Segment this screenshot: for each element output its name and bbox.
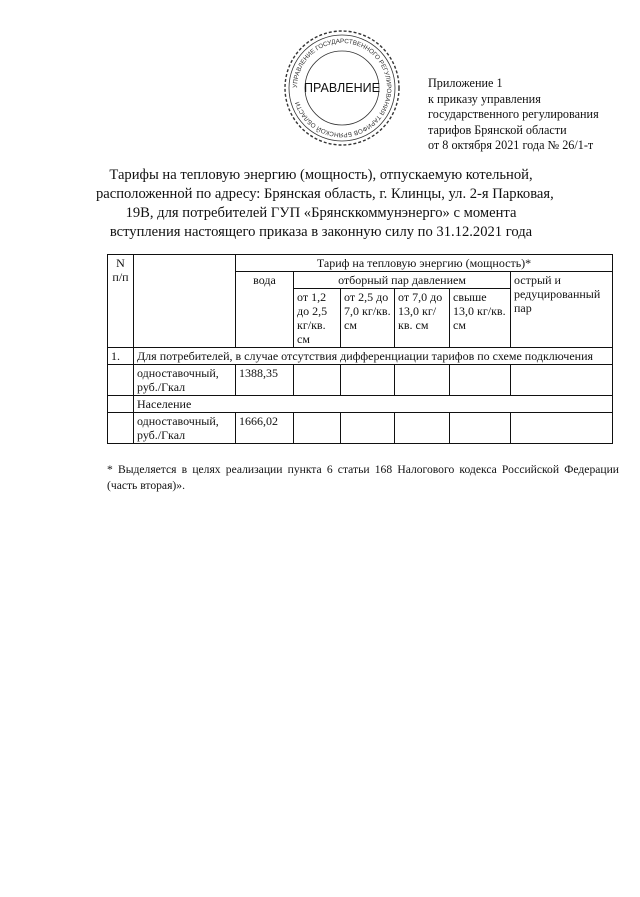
empty-cell — [450, 365, 511, 396]
title-line: 19В, для потребителей ГУП «Брянсккоммунэнерго» с момента — [125, 205, 517, 221]
empty-cell — [341, 413, 395, 444]
header-blank — [134, 255, 236, 348]
row-description: Для потребителей, в случае отсутствия дифференциации тарифов по схеме подключения — [134, 348, 613, 365]
empty-cell — [108, 413, 134, 444]
row-number: 1. — [108, 348, 134, 365]
title-line: вступления настоящего приказа в законную силу по 31.12.2021 года — [109, 224, 533, 240]
empty-cell — [395, 413, 450, 444]
empty-cell — [108, 396, 134, 413]
appendix-line: к приказу управления — [428, 91, 541, 106]
appendix-line: тарифов Брянской области — [428, 122, 567, 137]
header-sharp-steam: острый и редуцированный пар — [511, 272, 613, 348]
header-steam: отборный пар давлением — [294, 272, 511, 289]
empty-cell — [294, 413, 341, 444]
footnote: * Выделяется в целях реализации пункта 6 статьи 168 Налогового кодекса Российской Федерации (часть вторая)». — [107, 463, 619, 492]
empty-cell — [341, 365, 395, 396]
header-pressure-2: от 2,5 до 7,0 кг/кв. см — [341, 289, 395, 348]
seal-ring-text: УПРАВЛЕНИЕ ГОСУДАРСТВЕННОГО РЕГУЛИРОВАНИЯ ТАРИФОВ БРЯНСКОЙ ОБЛАСТИ — [291, 37, 393, 139]
empty-cell — [294, 365, 341, 396]
official-seal — [282, 28, 402, 148]
appendix-line: от 8 октября 2021 года № 26/1-т — [428, 138, 594, 152]
header-pressure-3: от 7,0 до 13,0 кг/кв. см — [395, 289, 450, 348]
empty-cell — [450, 413, 511, 444]
empty-cell — [395, 365, 450, 396]
seal-center-text: ПРАВЛЕНИЕ — [304, 81, 380, 95]
table-header-row — [108, 255, 613, 272]
appendix-line: Приложение 1 — [428, 76, 503, 90]
header-pressure-1: от 1,2 до 2,5 кг/кв. см — [294, 289, 341, 348]
header-water: вода — [236, 272, 294, 348]
header-number: N п/п — [108, 255, 134, 348]
header-tariff: Тариф на тепловую энергию (мощность)* — [236, 255, 613, 272]
table-row — [108, 365, 613, 396]
title-line: расположенной по адресу: Брянская область, г. Клинцы, ул. 2-я Парковая, — [96, 186, 554, 202]
group-label: Население — [134, 396, 613, 413]
table-row — [108, 413, 613, 444]
table-row — [108, 396, 613, 413]
seal-graphic — [282, 28, 402, 148]
rate-value: 1388,35 — [236, 365, 294, 396]
rate-value: 1666,02 — [236, 413, 294, 444]
header-pressure-4: свыше 13,0 кг/кв. см — [450, 289, 511, 348]
document-title — [96, 166, 554, 242]
appendix-line: государственного регулирования — [428, 107, 599, 121]
appendix-block — [428, 76, 628, 154]
empty-cell — [511, 365, 613, 396]
empty-cell — [108, 365, 134, 396]
rate-label: одноставочный, руб./Гкал — [134, 413, 236, 444]
table-row — [108, 348, 613, 365]
empty-cell — [511, 413, 613, 444]
title-line: Тарифы на тепловую энергию (мощность), отпускаемую котельной, — [109, 167, 533, 183]
tariffs-table — [107, 254, 613, 444]
rate-label: одноставочный, руб./Гкал — [134, 365, 236, 396]
